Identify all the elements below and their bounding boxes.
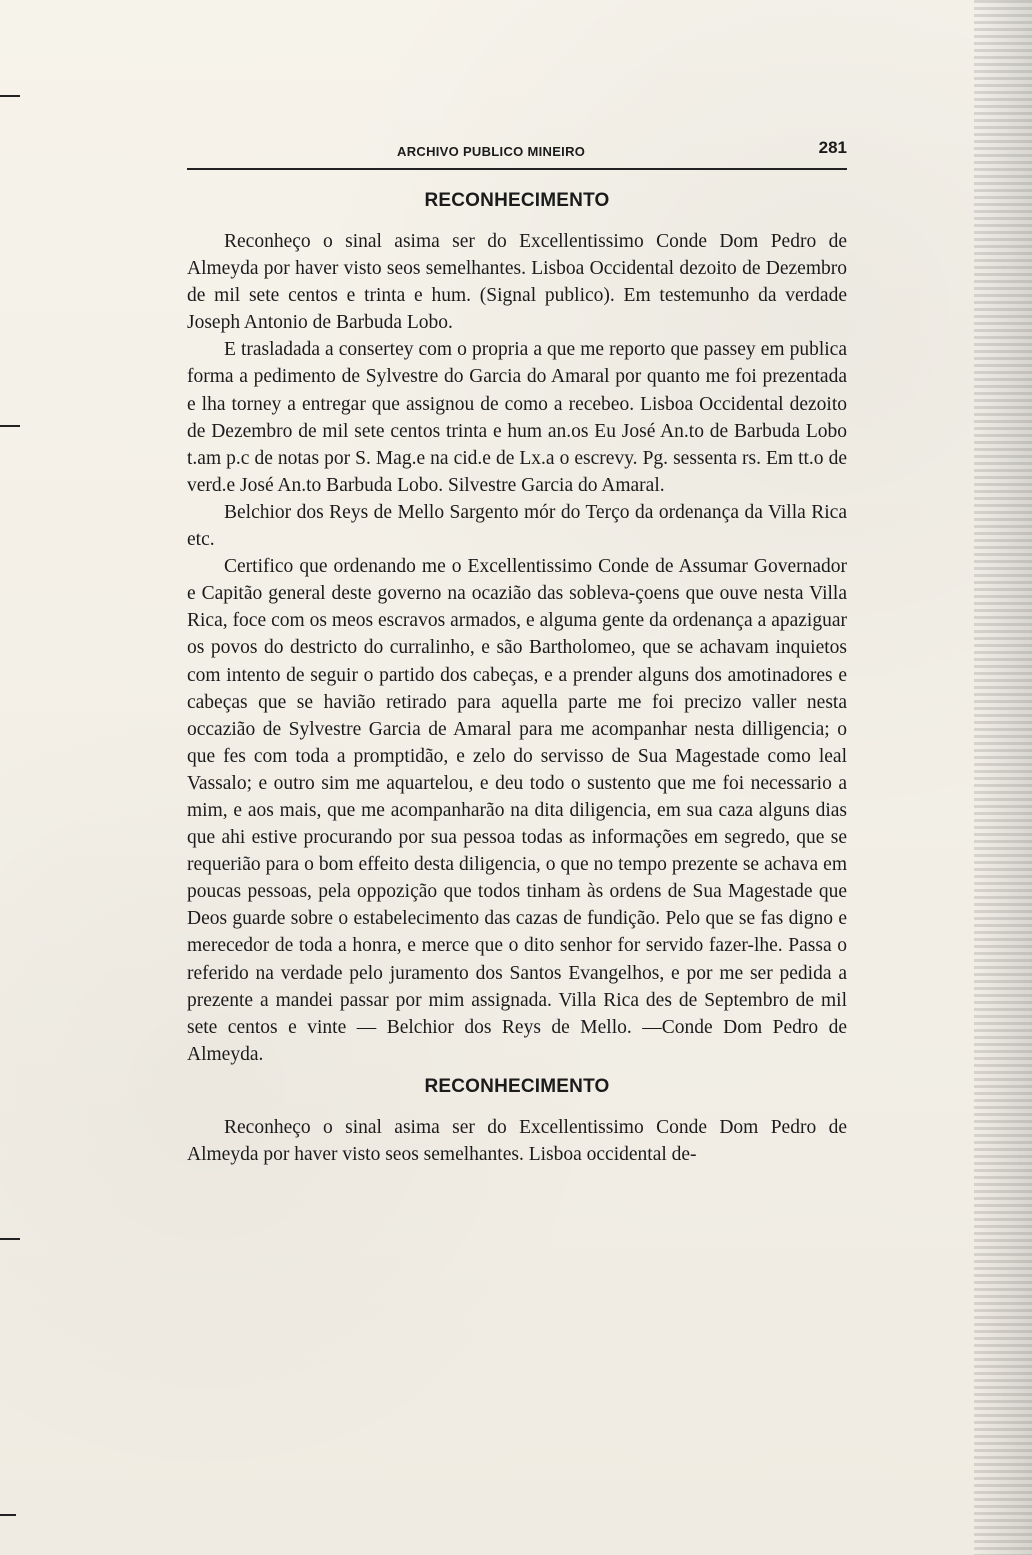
paragraph: Certifico que ordenando me o Excellentissimo Conde de Assumar Governador e Capitão general deste governo na ocazião das sobleva-çoens que ouve nesta Villa Rica, foce com os meos escravos armados, e alguma gente da ordenança a apaziguar os povos do destricto do curralinho, e são Bartholomeo, que se achavam inquietos com intento de seguir o partido dos cabeças, e a prender alguns dos amotinadores e cabeças que se havião retirado para aquella parte me foi precizo valler nesta occazião de Sylvestre Garcia de Amaral para me acompanhar nesta dilligencia; o que fes com toda a promptidão, e zelo do servisso de Sua Magestade como leal Vassalo; e outro sim me aquartelou, e deu todo o sustento que me foi necessario a mim, e aos mais, que me acompanharão na dita diligencia, em sua caza alguns dias que ahi estive procurando por sua pessoa todas as informações em segredo, que se requerião para o bom effeito desta diligencia, o que no tempo prezente se achava em poucas pessoas, pela oppozição que todos tinham às ordens de Sua Magestade que Deos guarde sobre o estabelecimento das cazas de fundição. Pelo que se fas digno e merecedor de toda a honra, e merce que o dito senhor for servido fazer-lhe. Passa o referido na verdade pelo juramento dos Santos Evangelhos, e por me ser pedida a prezente a mandei passar por mim assignada. Villa Rica des de Septembro de mil sete centos e vinte — Belchior dos Reys de Mello. —Conde Dom Pedro de Almeyda. [187,556,847,1065]
page-content [187,138,847,1168]
header-rule [187,168,847,170]
paragraph: Reconheço o sinal asima ser do Excellentissimo Conde Dom Pedro de Almeyda por haver visto seos semelhantes. Lisboa occidental de- [187,1116,847,1165]
page-number: 281 [818,138,847,157]
page-header [187,138,847,168]
paragraph: Belchior dos Reys de Mello Sargento mór do Terço da ordenança da Villa Rica etc. [187,501,847,551]
section-heading: RECONHECIMENTO [424,1075,610,1097]
scan-edge [974,0,1032,1555]
binding-marks [0,0,26,1555]
running-header-title: ARCHIVO PUBLICO MINEIRO [397,144,586,159]
binding-mark [0,1238,20,1240]
binding-mark [0,1514,16,1516]
spacer [187,1068,847,1076]
binding-mark [0,95,20,97]
binding-mark [0,425,20,427]
paragraph: E trasladada a consertey com o propria a que me reporto que passey em publica forma a pedimento de Sylvestre do Garcia do Amaral por quanto me foi prezentada e lha torney a entregar que assignou de como a recebeo. Lisboa Occidental dezoito de Dezembro de mil sete centos trinta e hum an.os Eu José An.to de Barbuda Lobo t.am p.c de notas por S. Mag.e na cid.e de Lx.a o escrevy. Pg. sessenta rs. Em tt.o de verd.e José An.to Barbuda Lobo. Silvestre Garcia do Amaral. [187,339,847,496]
section-heading: RECONHECIMENTO [424,190,610,211]
paragraph: Reconheço o sinal asima ser do Excellentissimo Conde Dom Pedro de Almeyda por haver visto seos semelhantes. Lisboa Occidental dezoito de Dezembro de mil sete centos e trinta e hum. (Signal publico). Em testemunho da verdade Joseph Antonio de Barbuda Lobo. [187,231,847,334]
